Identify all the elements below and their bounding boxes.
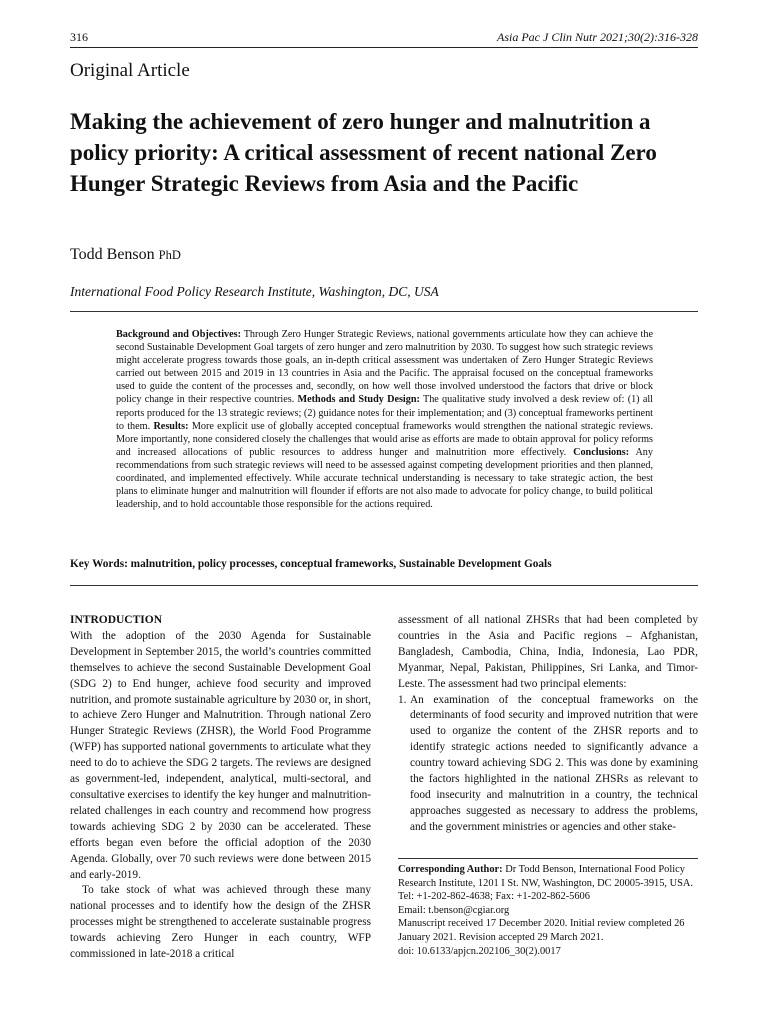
page-number: 316: [70, 30, 88, 44]
contact-phone: Tel: +1-202-862-4638; Fax: +1-202-862-5606: [398, 891, 590, 903]
author-name: Todd Benson: [70, 246, 155, 263]
right-paragraph-1: assessment of all national ZHSRs that had been completed by countries in the Asia and Pacific regions – Afghanistan, Bangladesh, Cambodia, China, India, Indonesia, Lao PDR, Myanmar, Nepal, Pakistan, Philippines, Sri Lanka, and Timor-Leste. The assessment had two principal elements:: [398, 614, 698, 690]
corresponding-author: [398, 863, 698, 890]
abstract-background-label: Background and Objectives:: [116, 329, 241, 340]
left-column: [70, 613, 371, 963]
abstract-methods-text: The qualitative study involved a desk review of: (1) all reports produced for the 13 strategic reviews; (2) guidance notes for their implementation; and (3) conceptual frameworks pertinent to them.: [116, 394, 654, 432]
abstract-conclusions-label: Conclusions:: [573, 446, 630, 458]
list-item-text: An examination of the conceptual frameworks on the determinants of food security and improved nutrition that were used to organize the content of the ZHSR reports and to identify strategic actions needed to significantly advance a country toward achieving SDG 2. This was done by examining the factors highlighted in the national ZHSRs as relevant to food insecurity and malnutrition in a country, the technical approaches suggested as necessary to address the problems, and the government ministries or agencies and other stake-: [410, 693, 698, 833]
author-line: [70, 246, 181, 264]
keywords-label: Key Words:: [70, 558, 128, 570]
abstract: [116, 328, 653, 511]
doi: doi: 10.6133/apjcn.202106_30(2).0017: [398, 945, 561, 957]
corresponding-author-text: Dr Todd Benson, International Food Policy Research Institute, 1201 I St. NW, Washington, DC 20005-3915, USA.: [398, 864, 693, 889]
author-degree: PhD: [158, 248, 181, 262]
keywords: [70, 558, 552, 570]
elements-list: [398, 693, 698, 836]
abstract-methods-label: Methods and Study Design:: [297, 394, 420, 406]
journal-citation: Asia Pac J Clin Nutr 2021;30(2):316-328: [497, 30, 698, 44]
article-page: [70, 0, 698, 1024]
corresponding-author-box: [398, 858, 698, 958]
article-type: Original Article: [70, 60, 190, 81]
intro-paragraph-2: To take stock of what was achieved through these many national processes and to identify how the design of the ZHSR processes might be strengthened to accelerate sustainable progress towards achieving Zero Hunger in each country, WFP commissioned in late-2018 a critical: [70, 884, 371, 961]
divider-bottom: [70, 585, 698, 586]
abstract-background-text: Through Zero Hunger Strategic Reviews, national governments articulate how they can achieve the second Sustainable Development Goal targets of zero hunger and zero malnutrition by 2030. To suggest how such strategic reviews might accelerate progress towards those goals, an in-depth critical assessment was undertaken of Zero Hunger Strategic Reviews carried out between 2015 and 2019 in 13 countries in Asia and the Pacific. The appraisal focused on the conceptual frameworks used to guide the content of the processes and, secondly, on how well those involved understood the factors that drive or block policy change in their respective countries.: [116, 329, 653, 406]
running-header: [70, 29, 698, 48]
author-affiliation: International Food Policy Research Institute, Washington, DC, USA: [70, 284, 439, 299]
contact-email: Email: t.benson@cgiar.org: [398, 904, 510, 916]
list-item-number: 1.: [398, 693, 407, 706]
divider-top: [70, 311, 698, 312]
intro-paragraph-1: With the adoption of the 2030 Agenda for Sustainable Development in September 2015, the world’s countries committed themselves to achieve the second Sustainable Development Goal (SDG 2) to End hunger, achieve food security and improved nutrition, and promote sustainable agriculture by 2030 or, in short, to achieve Zero Hunger and Malnutrition. Through national Zero Hunger Strategic Reviews (ZHSR), the World Food Programme (WFP) has supported national governments to articulate what they need to do to achieve the SDG 2 targets. The reviews are designed as government-led, independent, analytical, multi-sectoral, and consultative exercises to identify the key hunger and malnutrition-related challenges in each country and recommend how progress towards achieving SDG 2 by 2030 can be accelerated. These efforts began even before the official adoption of the 2030 Agenda. Globally, over 70 such reviews were done between 2015 and early-2019.: [70, 629, 371, 881]
right-column: [398, 613, 698, 836]
section-heading-introduction: INTRODUCTION: [70, 614, 163, 626]
abstract-conclusions-text: Any recommendations from such strategic reviews will need to be assessed against competing development priorities and then planned, coordinated, and implemented effectively. While accurate technical understanding is necessary to take strategic action, the best plans to eliminate hunger and malnutrition will flounder if efforts are not also made to advocate for policy change, to build political leadership, and to hold accountable those responsible for the actions required.: [116, 446, 653, 511]
corresponding-author-label: Corresponding Author:: [398, 864, 503, 875]
list-item: [398, 693, 698, 836]
keywords-text: malnutrition, policy processes, conceptual frameworks, Sustainable Development Goals: [127, 558, 552, 570]
abstract-results-label: Results:: [153, 420, 189, 432]
abstract-results-text: More explicit use of globally accepted conceptual frameworks would strengthen the national strategic reviews. More importantly, none considered closely the challenges that would arise as efforts are made to obtain approval for policy reforms and increased allocations of public resources to address hunger and malnutrition more effectively.: [116, 420, 653, 458]
article-title: Making the achievement of zero hunger and malnutrition a policy priority: A critical assessment of recent national Zero Hunger Strategic Reviews from Asia and the Pacific: [70, 109, 657, 196]
manuscript-dates: Manuscript received 17 December 2020. Initial review completed 26 January 2021. Revision accepted 29 March 2021.: [398, 918, 685, 943]
